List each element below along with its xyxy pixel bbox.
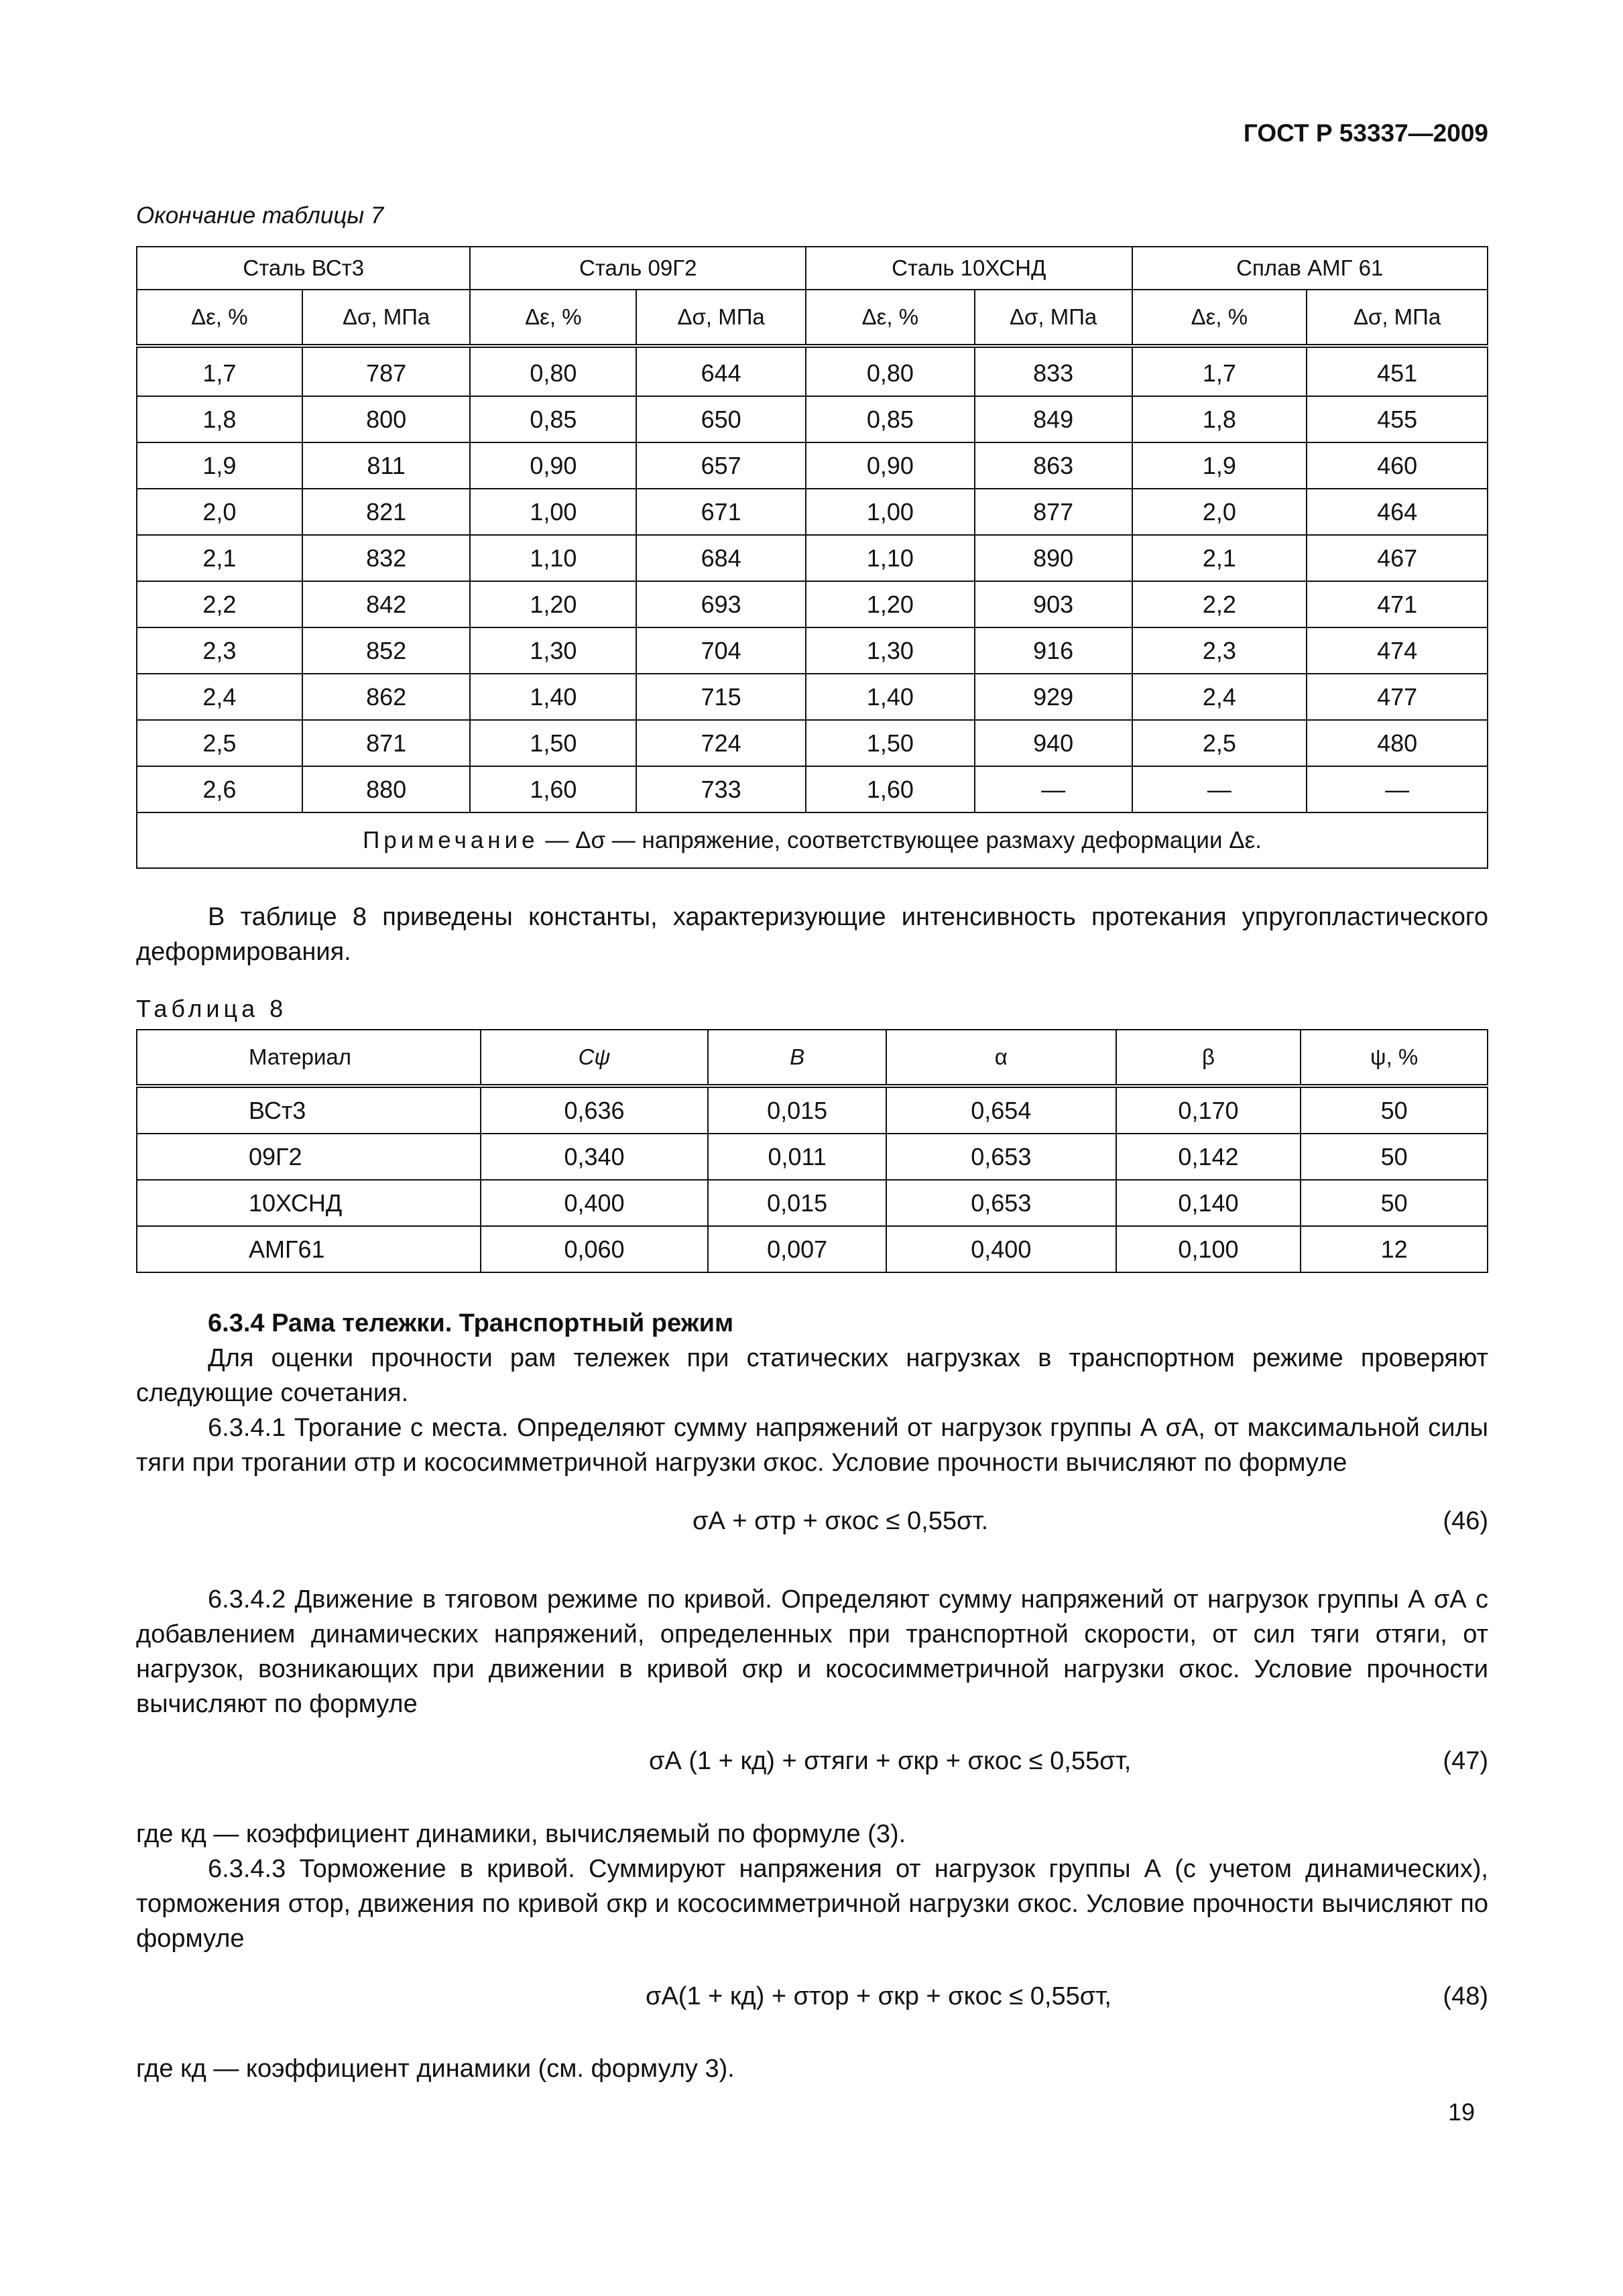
- table-cell: 1,9: [1132, 442, 1307, 489]
- section-paragraph-2: 6.3.4.1 Трогание с места. Определяют сумму напряжений от нагрузок группы А σА, от максимальной силы тяги при трогании σтр и кососимметричной нагрузки σкос. Условие прочности вычисляют по формуле: [136, 1414, 1488, 1477]
- table-cell: 863: [975, 442, 1132, 489]
- formula-47-number: (47): [1443, 1747, 1488, 1775]
- table7-group-header: Сплав АМГ 61: [1132, 247, 1488, 290]
- section-paragraph-4: где кд — коэффициент динамики, вычисляемый по формуле (3).: [136, 1820, 906, 1848]
- table-8: [136, 1029, 1488, 1273]
- table-cell: 2,0: [137, 489, 302, 535]
- table-cell: 0,90: [470, 442, 636, 489]
- table-cell: 1,8: [137, 396, 302, 442]
- table-cell: 464: [1307, 489, 1488, 535]
- table7-subheader: Δε, %: [137, 290, 302, 346]
- table-cell: 1,8: [1132, 396, 1307, 442]
- table-cell: 2,5: [1132, 720, 1307, 766]
- table-row: [137, 674, 1488, 720]
- table-cell: 2,2: [137, 581, 302, 627]
- table-cell: 0,653: [886, 1180, 1116, 1226]
- table-cell: 471: [1307, 581, 1488, 627]
- table-cell: 916: [975, 627, 1132, 674]
- table-cell: 1,60: [470, 766, 636, 812]
- table-cell: 1,50: [470, 720, 636, 766]
- table-cell: 0,015: [708, 1086, 886, 1134]
- table7-caption: Окончание таблицы 7: [136, 202, 384, 229]
- table-cell: 800: [302, 396, 471, 442]
- table-cell: 880: [302, 766, 471, 812]
- table-cell: 1,60: [806, 766, 975, 812]
- table-cell: 1,10: [806, 535, 975, 581]
- table-cell: 2,0: [1132, 489, 1307, 535]
- table-row: [137, 442, 1488, 489]
- table-cell: 0,100: [1116, 1226, 1301, 1272]
- table-cell: 50: [1301, 1086, 1488, 1134]
- table-cell: 2,3: [137, 627, 302, 674]
- table-cell: 671: [636, 489, 806, 535]
- table-cell: 877: [975, 489, 1132, 535]
- table7-subheader: Δσ, МПа: [975, 290, 1132, 346]
- table7-subheader-row: [137, 290, 1488, 346]
- note-text: — Δσ — напряжение, соответствующее размаху деформации Δε.: [538, 827, 1262, 853]
- table-cell: 1,7: [137, 346, 302, 396]
- table-cell: 467: [1307, 535, 1488, 581]
- table-cell: 455: [1307, 396, 1488, 442]
- table-cell: 1,40: [806, 674, 975, 720]
- table-cell: 09Г2: [137, 1134, 481, 1180]
- table7-subheader: Δε, %: [1132, 290, 1307, 346]
- table-cell: 657: [636, 442, 806, 489]
- table-cell: —: [975, 766, 1132, 812]
- table-cell: 2,2: [1132, 581, 1307, 627]
- table-cell: 724: [636, 720, 806, 766]
- table-cell: 0,636: [481, 1086, 709, 1134]
- table-cell: 2,4: [1132, 674, 1307, 720]
- note-label: Примечание: [363, 827, 539, 853]
- formula-46: σА + σтр + σкос ≤ 0,55σт.: [693, 1507, 989, 1535]
- table-row: [137, 1226, 1488, 1272]
- table7-note-row: [137, 812, 1488, 868]
- table-row: [137, 396, 1488, 442]
- table7-group-header: Сталь ВСт3: [137, 247, 470, 290]
- table-row: [137, 1134, 1488, 1180]
- table-cell: 832: [302, 535, 471, 581]
- table8-header: β: [1116, 1030, 1301, 1086]
- table-cell: 0,007: [708, 1226, 886, 1272]
- formula-48: σА(1 + кд) + σтор + σкр + σкос ≤ 0,55σт,: [646, 1982, 1111, 2010]
- table-cell: 1,40: [470, 674, 636, 720]
- table-cell: 10ХСНД: [137, 1180, 481, 1226]
- table-cell: 733: [636, 766, 806, 812]
- section-paragraph-5: 6.3.4.3 Торможение в кривой. Суммируют напряжения от нагрузок группы А (с учетом динамических), торможения σтор, движения по кривой σкр и кососимметричной нагрузки σкос. Условие прочности вычисляют по формуле: [136, 1855, 1488, 1953]
- table-cell: 1,7: [1132, 346, 1307, 396]
- table-cell: 50: [1301, 1180, 1488, 1226]
- table-cell: 50: [1301, 1134, 1488, 1180]
- table-cell: 0,400: [481, 1180, 709, 1226]
- table-cell: 451: [1307, 346, 1488, 396]
- table7-subheader: Δσ, МПа: [302, 290, 471, 346]
- table-cell: 0,400: [886, 1226, 1116, 1272]
- table-cell: 0,653: [886, 1134, 1116, 1180]
- table-row: [137, 346, 1488, 396]
- table7-group-header-row: [137, 247, 1488, 290]
- table-cell: 0,654: [886, 1086, 1116, 1134]
- table-cell: 1,20: [470, 581, 636, 627]
- document-header: ГОСТ Р 53337—2009: [1243, 119, 1488, 147]
- table-cell: 940: [975, 720, 1132, 766]
- table-cell: 460: [1307, 442, 1488, 489]
- table-cell: 842: [302, 581, 471, 627]
- table-cell: 821: [302, 489, 471, 535]
- table-row: [137, 627, 1488, 674]
- table-cell: 0,015: [708, 1180, 886, 1226]
- table8-header: Cψ: [481, 1030, 709, 1086]
- table-cell: 0,140: [1116, 1180, 1301, 1226]
- table-cell: 693: [636, 581, 806, 627]
- table8-caption: Таблица 8: [136, 995, 288, 1022]
- table-cell: 0,142: [1116, 1134, 1301, 1180]
- section-heading: 6.3.4 Рама тележки. Транспортный режим: [208, 1309, 734, 1337]
- table-cell: 1,30: [470, 627, 636, 674]
- table-cell: 0,90: [806, 442, 975, 489]
- table-cell: 833: [975, 346, 1132, 396]
- table-cell: 0,85: [806, 396, 975, 442]
- table7-group-header: Сталь 10ХСНД: [806, 247, 1132, 290]
- formula-48-number: (48): [1443, 1982, 1488, 2010]
- table-cell: —: [1307, 766, 1488, 812]
- table-cell: 1,9: [137, 442, 302, 489]
- section-paragraph-6: где кд — коэффициент динамики (см. формулу 3).: [136, 2055, 735, 2083]
- table-7: [136, 246, 1488, 869]
- table-cell: 1,00: [470, 489, 636, 535]
- table-cell: 650: [636, 396, 806, 442]
- page-number: 19: [1448, 2098, 1476, 2126]
- table-cell: 890: [975, 535, 1132, 581]
- section-paragraph-3: 6.3.4.2 Движение в тяговом режиме по кривой. Определяют сумму напряжений от нагрузок группы А σА с добавлением динамических напряжений, определенных при транспортной скорости, от сил тяги σтяги, от нагрузок, возникающих при движении в кривой σкр и кососимметричной нагрузки σкос. Условие прочности вычисляют по формуле: [136, 1585, 1488, 1718]
- table-cell: 929: [975, 674, 1132, 720]
- table7-subheader: Δε, %: [470, 290, 636, 346]
- table-cell: 474: [1307, 627, 1488, 674]
- table-cell: 903: [975, 581, 1132, 627]
- table7-subheader: Δσ, МПа: [636, 290, 806, 346]
- table-row: [137, 720, 1488, 766]
- table-row: [137, 581, 1488, 627]
- table-cell: 12: [1301, 1226, 1488, 1272]
- table-cell: 0,340: [481, 1134, 709, 1180]
- table-row: [137, 766, 1488, 812]
- table-cell: 852: [302, 627, 471, 674]
- section-paragraph-1: Для оценки прочности рам тележек при статических нагрузках в транспортном режиме проверяют следующие сочетания.: [136, 1344, 1488, 1407]
- table-row: [137, 489, 1488, 535]
- table-cell: 644: [636, 346, 806, 396]
- table-cell: 715: [636, 674, 806, 720]
- table-cell: 2,3: [1132, 627, 1307, 674]
- table-cell: ВСт3: [137, 1086, 481, 1134]
- table-cell: 684: [636, 535, 806, 581]
- table-cell: 1,30: [806, 627, 975, 674]
- table-cell: 0,80: [470, 346, 636, 396]
- table-row: [137, 1086, 1488, 1134]
- table7-subheader: Δε, %: [806, 290, 975, 346]
- table8-header: ψ, %: [1301, 1030, 1488, 1086]
- table8-header: α: [886, 1030, 1116, 1086]
- table-cell: 787: [302, 346, 471, 396]
- table-cell: 2,4: [137, 674, 302, 720]
- table8-header: Материал: [137, 1030, 481, 1086]
- table-cell: 0,060: [481, 1226, 709, 1272]
- table-cell: 2,5: [137, 720, 302, 766]
- table-cell: АМГ61: [137, 1226, 481, 1272]
- table-cell: 1,10: [470, 535, 636, 581]
- table-row: [137, 535, 1488, 581]
- table-cell: 0,85: [470, 396, 636, 442]
- table8-header-row: [137, 1030, 1488, 1086]
- formula-46-number: (46): [1443, 1507, 1488, 1535]
- table-cell: 871: [302, 720, 471, 766]
- table-cell: 0,80: [806, 346, 975, 396]
- table-cell: 704: [636, 627, 806, 674]
- intro-paragraph: В таблице 8 приведены константы, характеризующие интенсивность протекания упругопластического деформирования.: [136, 903, 1488, 966]
- table-cell: 862: [302, 674, 471, 720]
- table-cell: —: [1132, 766, 1307, 812]
- table-cell: 2,6: [137, 766, 302, 812]
- table-cell: 0,170: [1116, 1086, 1301, 1134]
- table-cell: 2,1: [1132, 535, 1307, 581]
- table8-header: B: [708, 1030, 886, 1086]
- table-cell: 1,00: [806, 489, 975, 535]
- table-cell: 1,50: [806, 720, 975, 766]
- table-cell: 0,011: [708, 1134, 886, 1180]
- table7-subheader: Δσ, МПа: [1307, 290, 1488, 346]
- table-row: [137, 1180, 1488, 1226]
- table7-note: [137, 812, 1488, 868]
- formula-47: σА (1 + кд) + σтяги + σкр + σкос ≤ 0,55σт,: [649, 1747, 1132, 1775]
- table-cell: 811: [302, 442, 471, 489]
- table-cell: 2,1: [137, 535, 302, 581]
- table-cell: 1,20: [806, 581, 975, 627]
- table-cell: 849: [975, 396, 1132, 442]
- table7-group-header: Сталь 09Г2: [470, 247, 806, 290]
- table-cell: 477: [1307, 674, 1488, 720]
- table-cell: 480: [1307, 720, 1488, 766]
